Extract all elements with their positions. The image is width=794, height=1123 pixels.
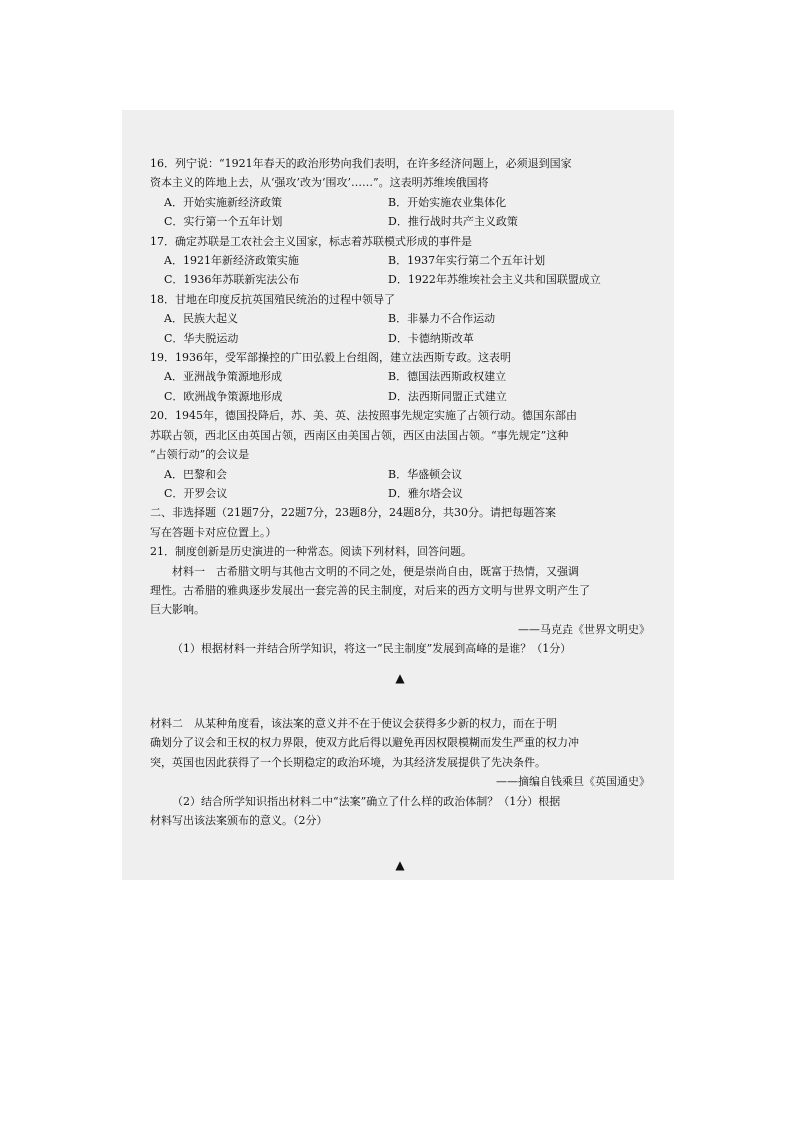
option-d: D．1922年苏维埃社会主义共和国联盟成立 <box>388 273 601 287</box>
question-stem: 16．列宁说：“1921年春天的政治形势向我们表明，在许多经济问题上，必须退到国家 <box>150 157 572 170</box>
question-stem: 资本主义的阵地上去，从‘强攻’改为‘围攻’……”。这表明苏维埃俄国将 <box>150 176 489 190</box>
section-heading: 二、非选择题（21题7分，22题7分，23题8分，24题8分，共30分。请把每题答案 <box>150 506 556 520</box>
option-b: B．华盛顿会议 <box>388 467 463 481</box>
option-c: C．开罗会议 <box>164 486 228 500</box>
option-a: A．亚洲战争策源地形成 <box>164 370 282 384</box>
sub-question-2: 材料写出该法案颁布的意义。（2分） <box>150 814 328 827</box>
option-d: D．法西斯同盟正式建立 <box>388 389 507 403</box>
option-c: C．欧洲战争策源地形成 <box>164 389 283 403</box>
option-c: C．华夫脱运动 <box>164 331 239 345</box>
sub-question-1: （1）根据材料一并结合所学知识，将这一“民主制度”发展到高峰的是谁？（1分） <box>172 642 572 656</box>
option-d: D．雅尔塔会议 <box>388 486 463 500</box>
option-a: A．开始实施新经济政策 <box>164 195 282 209</box>
question-stem: 19．1936年，受军部操控的广田弘毅上台组阁，建立法西斯专政。这表明 <box>150 351 511 365</box>
option-b: B．1937年实行第二个五年计划 <box>388 254 546 268</box>
option-d: D．卡德纳斯改革 <box>388 331 474 345</box>
option-a: A．民族大起义 <box>164 312 238 326</box>
material-1-citation: ——马克垚《世界文明史》 <box>518 622 650 636</box>
option-c: C．实行第一个五年计划 <box>164 215 283 229</box>
material-2-line: 突，英国也因此获得了一个长期稳定的政治环境，为其经济发展提供了先决条件。 <box>150 755 546 769</box>
question-17 <box>150 232 674 290</box>
option-a: A．1921年新经济政策实施 <box>164 254 299 268</box>
question-stem: 20．1945年，德国投降后，苏、美、英、法按照事先规定实施了占领行动。德国东部由 <box>150 409 577 423</box>
question-stem: 苏联占领，西北区由英国占领，西南区由美国占领，西区由法国占领。“事先规定”这种 <box>150 428 569 442</box>
question-stem: 17．确定苏联是工农社会主义国家，标志着苏联模式形成的事件是 <box>150 234 472 248</box>
question-20 <box>150 406 674 503</box>
option-b: B．开始实施农业集体化 <box>388 195 507 209</box>
material-1-line: 理性。古希腊的雅典逐步发展出一套完善的民主制度，对后来的西方文明与世界文明产生了 <box>150 583 590 597</box>
option-b: B．德国法西斯政权建立 <box>388 370 507 384</box>
option-c: C．1936年苏联新宪法公布 <box>164 273 300 287</box>
material-2-line: 材料二 从某种角度看，该法案的意义并不在于使议会获得多少新的权力，而在于明 <box>150 716 557 730</box>
question-stem: “占领行动”的会议是 <box>150 448 250 462</box>
section-heading: 写在答题卡对应位置上。） <box>150 525 277 539</box>
question-21-intro: 21．制度创新是历史演进的一种常态。阅读下列材料，回答问题。 <box>150 545 472 559</box>
question-19 <box>150 348 674 406</box>
option-d: D．推行战时共产主义政策 <box>388 215 518 229</box>
answer-area-marker: ▲ <box>395 670 405 685</box>
material-1-line: 材料一 古希腊文明与其他古文明的不同之处，便是崇尚自由，既富于热情，又强调 <box>172 564 579 578</box>
answer-area-marker: ▲ <box>395 858 405 873</box>
material-2-line: 确划分了议会和王权的权力界限，使双方此后得以避免再因权限模糊而发生严重的权力冲 <box>150 736 579 750</box>
exam-page <box>122 110 674 880</box>
material-2-citation: ——摘编自钱乘旦《英国通史》 <box>496 775 650 789</box>
sub-question-2: （2）结合所学知识指出材料二中“法案”确立了什么样的政治体制？（1分）根据 <box>172 794 561 808</box>
option-b: B．非暴力不合作运动 <box>388 312 496 326</box>
option-a: A．巴黎和会 <box>164 467 227 481</box>
question-stem: 18．甘地在印度反抗英国殖民统治的过程中领导了 <box>150 292 395 306</box>
question-18 <box>150 290 674 348</box>
section-2 <box>150 503 674 876</box>
question-16 <box>150 154 674 232</box>
material-1-line: 巨大影响。 <box>150 603 205 617</box>
